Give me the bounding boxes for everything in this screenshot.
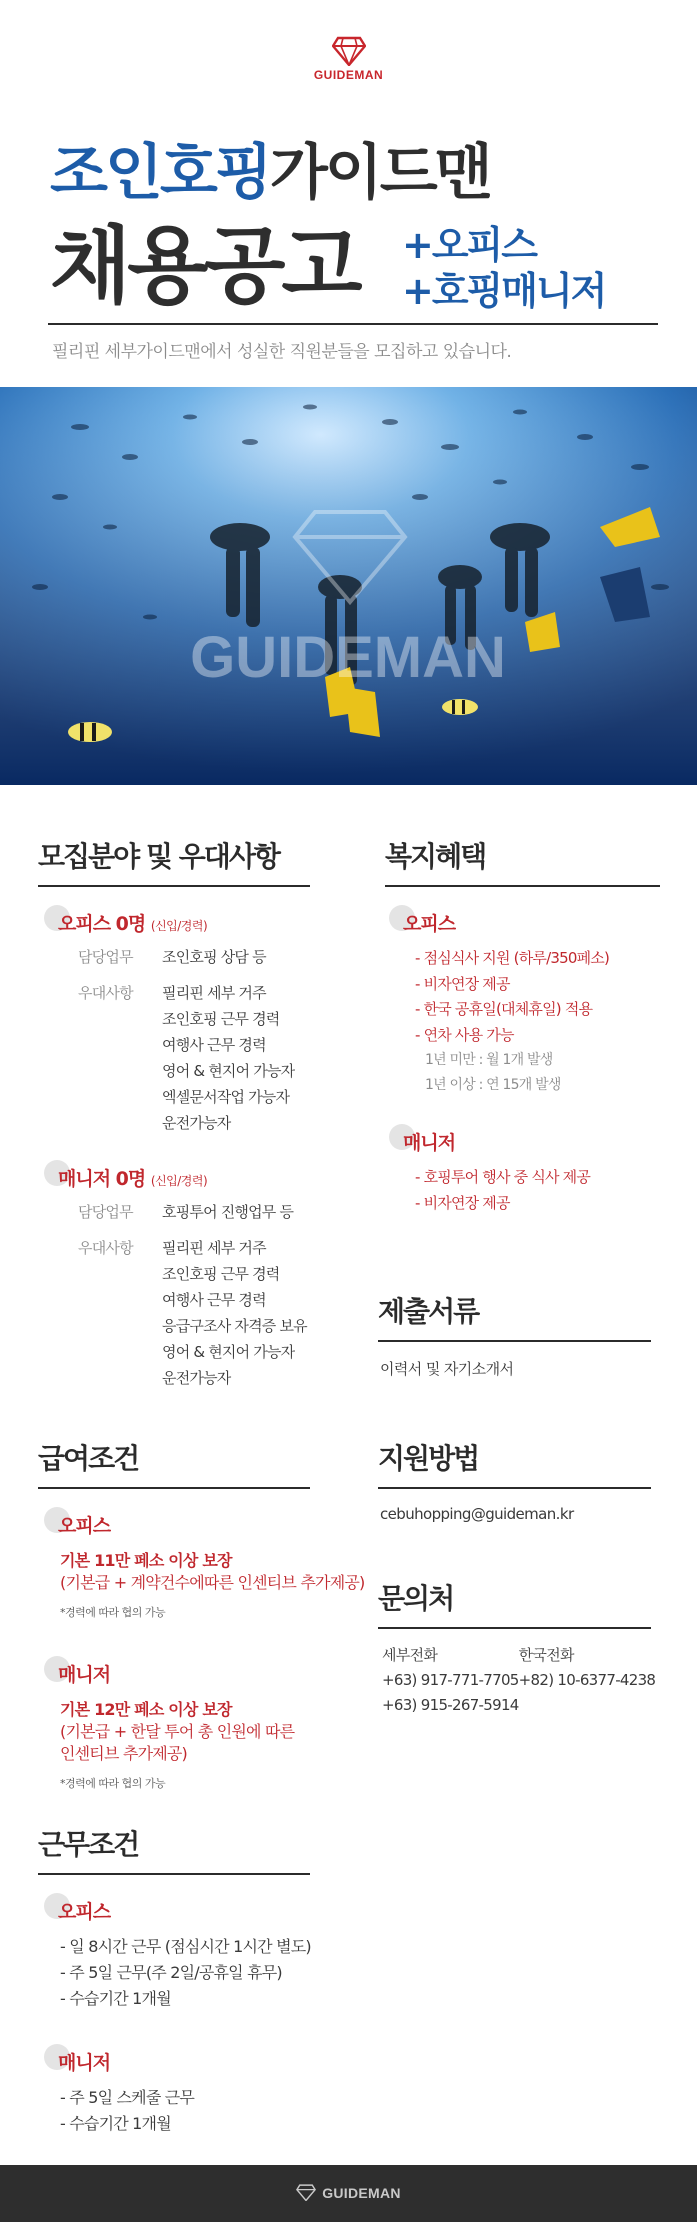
contact-title: 문의처 <box>378 1582 454 1615</box>
salary-office-main: 기본 11만 페소 이상 보장 <box>60 1551 232 1570</box>
pref-label: 우대사항 <box>78 984 133 1002</box>
welfare-title: 복지혜택 <box>385 840 486 873</box>
welfare-manager-name: 매니저 <box>403 1132 456 1154</box>
contact-divider <box>378 1627 651 1629</box>
work-manager-list <box>38 2085 310 2137</box>
list-item: - 주 5일 스케줄 근무 <box>60 2088 195 2107</box>
list-item: 여행사 근무 경력 <box>162 1036 266 1054</box>
documents-text: 이력서 및 자기소개서 <box>380 1360 514 1378</box>
underwater-scene-image <box>0 387 697 785</box>
salary-office <box>38 1511 310 1538</box>
documents-title: 제출서류 <box>378 1295 479 1328</box>
work-office-list <box>38 1934 310 2012</box>
recruit-office-duty <box>38 944 310 970</box>
work-section <box>38 1823 310 2137</box>
list-item: - 점심식사 지원 (하루/350페소) <box>415 949 610 967</box>
recruit-office-name: 오피스 0명 (신입/경력) <box>58 913 208 935</box>
contact-label: 세부전화 <box>382 1646 438 1664</box>
list-item: 1년 미만 : 월 1개 발생 <box>425 1052 553 1068</box>
list-item: - 연차 사용 가능 <box>415 1025 514 1044</box>
list-item: 조인호핑 근무 경력 <box>162 1010 280 1028</box>
contact-cebu <box>382 1643 519 1718</box>
hero-title <box>50 138 490 208</box>
contact-label: 한국전화 <box>518 1646 574 1664</box>
phone-number[interactable]: +63) 917-771-7705 <box>382 1671 519 1689</box>
work-manager <box>38 2048 310 2075</box>
list-item: - 호핑투어 행사 중 식사 제공 <box>415 1168 591 1186</box>
salary-section <box>38 1437 365 1791</box>
work-divider <box>38 1873 310 1875</box>
welfare-office-sublist <box>385 1048 660 1098</box>
recruit-manager-name: 매니저 0명 (신입/경력) <box>58 1168 208 1190</box>
hero-title-dark: 가이드맨 <box>269 138 490 208</box>
pref-label: 우대사항 <box>78 1239 133 1257</box>
list-item: - 비자연장 제공 <box>415 974 510 993</box>
footer-logo <box>296 2184 401 2201</box>
list-item: - 수습기간 1개월 <box>60 1989 171 2008</box>
list-item: - 한국 공휴일(대체휴일) 적용 <box>415 1000 593 1018</box>
work-manager-name: 매니저 <box>58 2052 111 2074</box>
work-office-name: 오피스 <box>58 1901 111 1923</box>
logo-text: GUIDEMAN <box>313 68 384 82</box>
recruit-manager <box>38 1164 310 1191</box>
salary-manager-sub-1: (기본급 + 한달 투어 총 인원에 따른 <box>60 1722 295 1741</box>
salary-manager <box>38 1660 310 1687</box>
apply-divider <box>378 1487 651 1489</box>
welfare-office <box>385 909 660 936</box>
list-item: 필리핀 세부 거주 <box>162 1239 266 1257</box>
work-title: 근무조건 <box>38 1828 139 1861</box>
list-item: 조인호핑 근무 경력 <box>162 1265 280 1283</box>
work-office <box>38 1897 310 1924</box>
phone-number[interactable]: +63) 915-267-5914 <box>382 1696 519 1714</box>
duty-label: 담당업무 <box>78 948 133 966</box>
salary-manager-sub-2: 인센티브 추가제공) <box>60 1744 187 1763</box>
list-item: 운전가능자 <box>162 1369 231 1387</box>
list-item: 여행사 근무 경력 <box>162 1291 266 1309</box>
pref-list <box>148 1235 307 1391</box>
recruit-section <box>38 835 310 1391</box>
list-item: - 주 5일 근무(주 2일/공휴일 휴무) <box>60 1963 282 1982</box>
welfare-manager <box>385 1128 660 1155</box>
apply-email[interactable]: cebuhopping@guideman.kr <box>380 1505 574 1523</box>
diamond-logo-icon <box>332 36 366 66</box>
hero-subtitle: 필리핀 세부가이드맨에서 성실한 직원분들을 모집하고 있습니다. <box>52 342 512 362</box>
footer-logo-text: GUIDEMAN <box>322 2184 401 2201</box>
duty-value: 조인호핑 상담 등 <box>162 948 266 966</box>
diamond-logo-icon <box>296 2184 316 2201</box>
salary-office-sub: (기본급 + 계약건수에따른 인센티브 추가제공) <box>60 1573 365 1592</box>
hero-title-blue: 조인호핑 <box>50 138 270 208</box>
list-item: - 수습기간 1개월 <box>60 2114 171 2133</box>
salary-manager-name: 매니저 <box>58 1664 111 1686</box>
duty-label: 담당업무 <box>78 1203 133 1221</box>
recruit-divider <box>38 885 310 887</box>
recruit-title: 모집분야 및 우대사항 <box>38 840 279 873</box>
documents-section <box>378 1290 651 1379</box>
welfare-divider <box>385 885 660 887</box>
recruit-office-prefs <box>38 980 310 1136</box>
footer-bar <box>0 2165 697 2222</box>
welfare-section <box>385 835 660 1216</box>
brand-logo <box>0 36 697 82</box>
welfare-office-list <box>385 946 660 1048</box>
hero-title-big: 채용공고 <box>50 217 359 315</box>
hero-side-office: +오피스 <box>402 223 536 267</box>
hero-divider <box>48 323 658 325</box>
welfare-manager-list <box>385 1165 660 1216</box>
list-item: 영어 & 현지어 가능자 <box>162 1062 295 1080</box>
apply-section <box>378 1437 651 1523</box>
duty-value: 호핑투어 진행업무 등 <box>162 1203 294 1221</box>
list-item: 1년 이상 : 연 15개 발생 <box>425 1077 561 1093</box>
salary-office-name: 오피스 <box>58 1515 111 1537</box>
hero-side-positions <box>402 222 605 314</box>
welfare-office-name: 오피스 <box>403 913 456 935</box>
salary-office-note: *경력에 따라 협의 가능 <box>60 1606 166 1619</box>
list-item: 영어 & 현지어 가능자 <box>162 1343 295 1361</box>
list-item: 엑셀문서작업 가능자 <box>162 1088 290 1106</box>
snorkeling-photo <box>0 387 697 785</box>
hero-side-manager: +호핑매니저 <box>402 269 606 313</box>
contact-grid <box>378 1643 656 1718</box>
documents-divider <box>378 1340 651 1342</box>
recruit-office <box>38 909 310 936</box>
recruit-manager-duty <box>38 1199 310 1225</box>
list-item: - 비자연장 제공 <box>415 1193 510 1212</box>
contact-section <box>378 1577 656 1718</box>
salary-manager-main: 기본 12만 페소 이상 보장 <box>60 1700 232 1719</box>
list-item: - 일 8시간 근무 (점심시간 1시간 별도) <box>60 1937 311 1956</box>
list-item: 운전가능자 <box>162 1114 231 1132</box>
list-item: 응급구조사 자격증 보유 <box>162 1317 307 1335</box>
salary-manager-note: *경력에 따라 협의 가능 <box>60 1777 166 1790</box>
photo-watermark: GUIDEMAN <box>190 625 506 690</box>
recruit-manager-prefs <box>38 1235 310 1391</box>
salary-divider <box>38 1487 310 1489</box>
contact-korea <box>519 1643 656 1718</box>
apply-title: 지원방법 <box>378 1442 479 1475</box>
list-item: 필리핀 세부 거주 <box>162 984 266 1002</box>
pref-list <box>148 980 294 1136</box>
phone-number[interactable]: +82) 10-6377-4238 <box>518 1671 656 1689</box>
salary-title: 급여조건 <box>38 1442 139 1475</box>
